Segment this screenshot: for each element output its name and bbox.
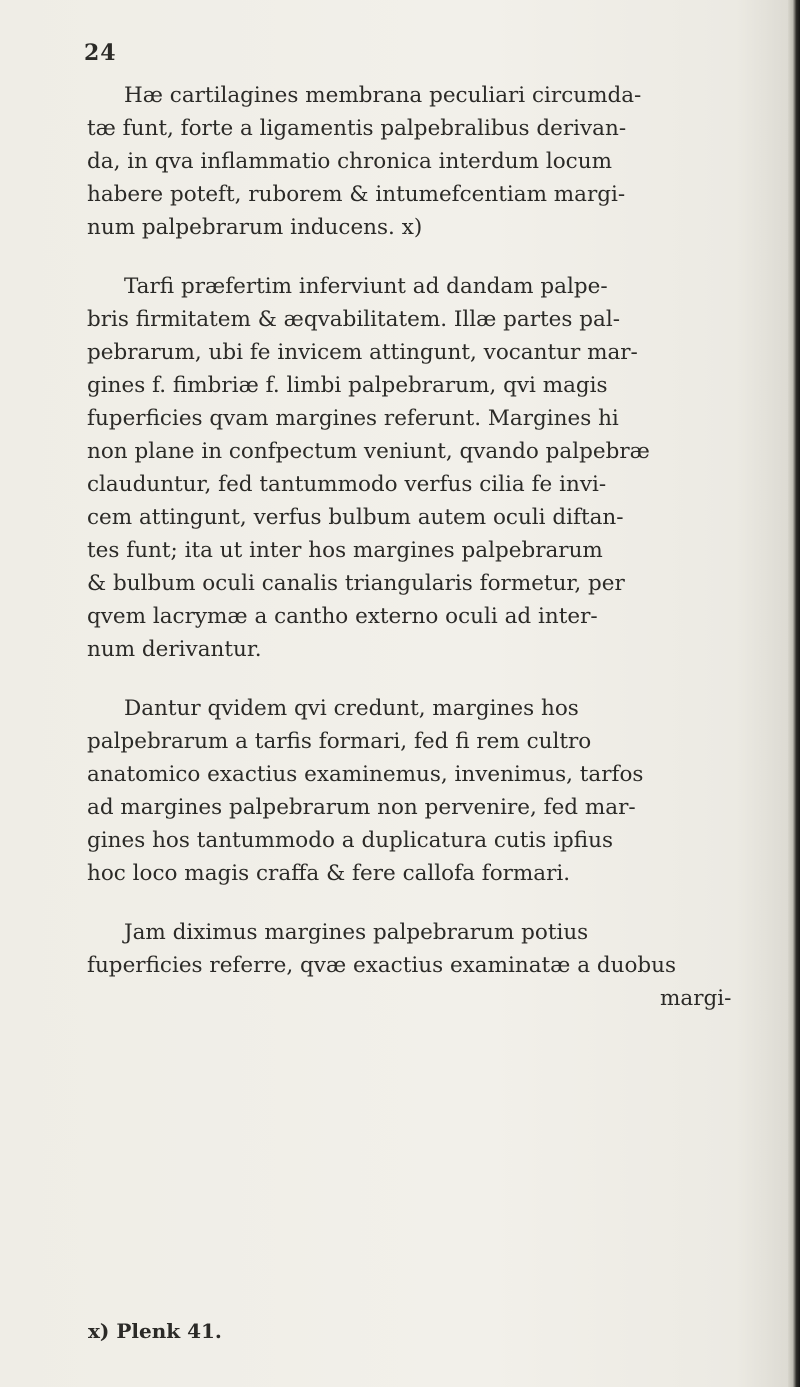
text-line: clauduntur, fed tantummodo verfus cilia fe invi- [87, 472, 607, 497]
text-line: fuperficies qvam margines referunt. Margines hi [87, 406, 619, 431]
catchword: margi- [660, 986, 732, 1011]
text-line: habere poteft, ruborem & intumefcentiam margi- [87, 182, 626, 207]
text-line: anatomico exactius examinemus, invenimus, tarfos [87, 762, 644, 787]
text-line: Jam diximus margines palpebrarum potius [124, 920, 589, 945]
text-line: num derivantur. [87, 637, 262, 662]
text-line: qvem lacrymæ a cantho externo oculi ad inter- [87, 604, 598, 629]
text-line: da, in qva inflammatio chronica interdum locum [87, 149, 612, 174]
text-line: cem attingunt, verfus bulbum autem oculi diftan- [87, 505, 624, 530]
page-edge-shadow [788, 0, 800, 1387]
text-line: bris firmitatem & æqvabilitatem. Illæ partes pal- [87, 307, 620, 332]
text-line: non plane in confpectum veniunt, qvando palpebræ [87, 439, 650, 464]
text-line: tes funt; ita ut inter hos margines palpebrarum [87, 538, 603, 563]
text-line: tæ funt, forte a ligamentis palpebralibus derivan- [87, 116, 627, 141]
text-line: gines hos tantummodo a duplicatura cutis ipfius [87, 828, 613, 853]
text-line: ad margines palpebrarum non pervenire, fed mar- [87, 795, 636, 820]
text-line: Tarfi præfertim inferviunt ad dandam palpe- [124, 274, 608, 299]
footnote: x) Plenk 41. [88, 1319, 222, 1343]
text-line: Hæ cartilagines membrana peculiari circumda- [124, 83, 642, 108]
text-line: fuperficies referre, qvæ exactius examinatæ a duobus [87, 953, 677, 978]
text-line: hoc loco magis craffa & fere callofa formari. [87, 861, 571, 886]
text-line: palpebrarum a tarfis formari, fed fi rem cultro [87, 729, 592, 754]
text-line: num palpebrarum inducens. x) [87, 215, 423, 240]
page-number: 24 [84, 40, 117, 66]
text-line: & bulbum oculi canalis triangularis formetur, per [87, 571, 625, 596]
text-line: Dantur qvidem qvi credunt, margines hos [124, 696, 579, 721]
text-line: gines f. fimbriæ f. limbi palpebrarum, qvi magis [87, 373, 608, 398]
text-line: pebrarum, ubi fe invicem attingunt, vocantur mar- [87, 340, 638, 365]
